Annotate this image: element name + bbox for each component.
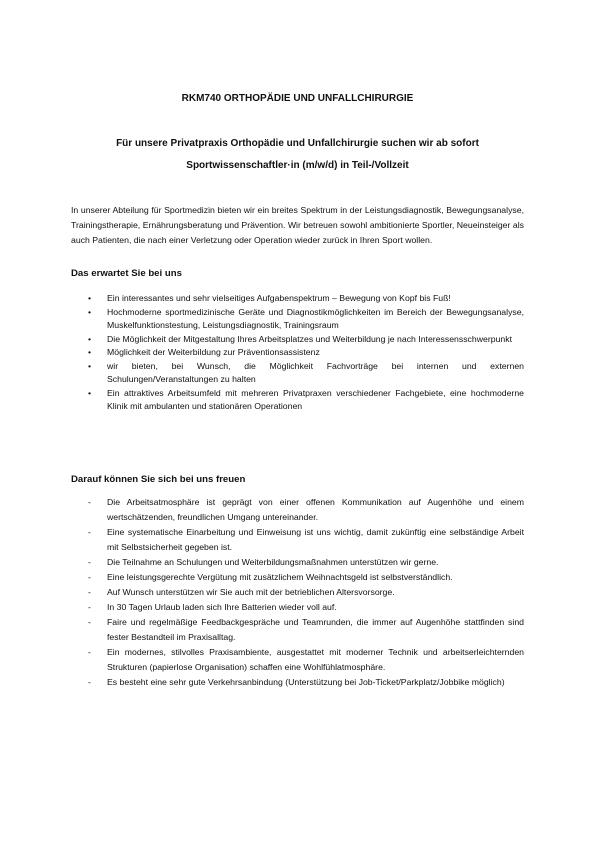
dash-marker: - [88,587,91,597]
dash-marker: - [88,647,91,657]
benefits-list [71,495,524,690]
job-subtitle-line-1: Für unsere Privatpraxis Orthopädie und Unfallchirurgie suchen wir ab sofort [116,138,479,149]
list-item-text: Die Teilnahme an Schulungen und Weiterbildungsmaßnahmen unterstützen wir gerne. [107,557,439,567]
list-item-text: Die Möglichkeit der Mitgestaltung Ihres Arbeitsplatzes und Weiterbildung je nach Interessensschwerpunkt [107,333,512,344]
list-item [71,675,524,690]
list-item-text: Ein interessantes und sehr vielseitiges Aufgabenspektrum – Bewegung von Kopf bis Fuß! [107,293,451,303]
list-item [71,495,524,525]
list-item-text: Es besteht eine sehr gute Verkehrsanbindung (Unterstützung bei Job-Ticket/Parkplatz/Jobbike möglich) [107,677,505,687]
list-item-text: Möglichkeit der Weiterbildung zur Präventionsassistenz [107,347,320,357]
list-item [71,306,524,333]
dash-marker: - [88,497,91,507]
section-heading-expectations: Das erwartet Sie bei uns [71,268,182,279]
bullet-marker: • [88,387,92,398]
dash-marker: - [88,572,91,582]
list-item-text: Eine leistungsgerechte Vergütung mit zusätzlichem Weihnachtsgeld ist selbstverständlich. [107,572,453,582]
list-item [71,360,524,387]
list-item-text: Ein modernes, stilvolles Praxisambiente, ausgestattet mit moderner Technik und arbeitserleichternden Strukturen (papierlose Organisation) schaffen eine Wohlfühlatmosphäre. [107,647,524,672]
list-item-text: Ein attraktives Arbeitsumfeld mit mehreren Privatpraxen verschiedener Fachgebiete, eine hochmoderne Klinik mit ambulanten und stationären Operationen [107,387,524,411]
dash-marker: - [88,527,91,537]
list-item [71,570,524,585]
list-item [71,555,524,570]
bullet-marker: • [88,293,92,303]
dash-marker: - [88,602,91,612]
bullet-marker: • [88,333,92,344]
list-item-text: wir bieten, bei Wunsch, die Möglichkeit Fachvorträge bei internen und externen Schulungen/Veranstaltungen zu halten [107,360,524,384]
list-item-text: Faire und regelmäßige Feedbackgespräche und Teamrunden, die immer auf Augenhöhe stattfinden sind fester Bestandteil im Praxisalltag. [107,617,524,642]
job-subtitle-line-2: Sportwissenschaftler·in (m/w/d) in Teil-/Vollzeit [186,160,409,171]
list-item-text: Auf Wunsch unterstützen wir Sie auch mit der betrieblichen Altersvorsorge. [107,587,395,597]
list-item-text: Die Arbeitsatmosphäre ist geprägt von einer offenen Kommunikation auf Augenhöhe und einem wertschätzenden, freundlichen Umgang untereinander. [107,497,524,522]
list-item [71,525,524,555]
document-title: RKM740 ORTHOPÄDIE UND UNFALLCHIRURGIE [181,93,414,104]
list-item-text: Hochmoderne sportmedizinische Geräte und Diagnostikmöglichkeiten im Bereich der Bewegungsanalyse, Muskelfunktionstestung, Leistungsdiagnostik, Trainingsraum [107,306,524,330]
list-item [71,333,524,347]
list-item-text: Eine systematische Einarbeitung und Einweisung ist uns wichtig, damit zukünftig eine selbständige Arbeit mit Selbstsicherheit gegeben ist. [107,527,524,552]
bullet-marker: • [88,306,92,317]
list-item [71,615,524,645]
list-item [71,387,524,414]
expectations-list [71,292,524,414]
dash-marker: - [88,557,91,567]
list-item [71,346,524,360]
list-item [71,600,524,615]
bullet-marker: • [88,360,92,371]
list-item [71,292,524,306]
intro-paragraph: In unserer Abteilung für Sportmedizin bieten wir ein breites Spektrum in der Leistungsdiagnostik, Bewegungsanalyse, Trainingstherapie, Ernährungsberatung und Prävention. Wir betreuen sowohl ambitionierte Sportler, Neueinsteiger als auch Patienten, die nach einer Verletzung oder Operation wieder zurück in Ihren Sport wollen. [71,205,524,245]
list-item-text: In 30 Tagen Urlaub laden sich Ihre Batterien wieder voll auf. [107,602,337,612]
dash-marker: - [88,617,91,627]
bullet-marker: • [88,347,92,357]
list-item [71,585,524,600]
section-heading-benefits: Darauf können Sie sich bei uns freuen [71,474,246,485]
dash-marker: - [88,677,91,687]
list-item [71,645,524,675]
